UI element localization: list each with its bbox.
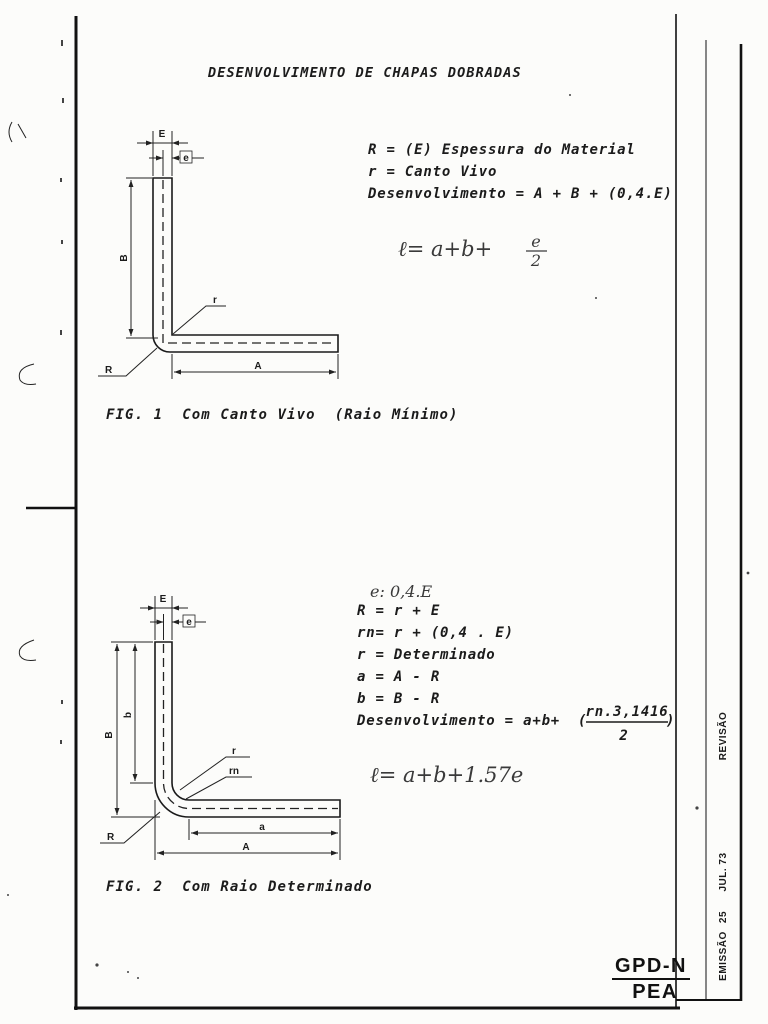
scan-speck [61,40,63,46]
formula-rn: rn= r + (0,4 . E) [357,625,514,641]
dimension-label-A: A [254,361,262,372]
dimension-label-B: B [119,254,130,262]
dimension-label-r: r [213,295,217,306]
figure-2-formulas [356,582,675,787]
figure-2-caption: FIG. 2 Com Raio Determinado [106,879,373,895]
title-block [612,712,729,1003]
figure-1-caption: FIG. 1 Com Canto Vivo (Raio Mínimo) [106,407,459,423]
dimension-label-R: R [107,832,115,843]
formula-a: a = A - R [357,669,441,685]
document-subcode: PEA [632,981,678,1003]
handwritten-fraction-numerator: e [531,232,541,251]
fraction-denominator: 2 [619,728,629,744]
scan-speck [62,98,64,103]
fraction-numerator: rn.3,1416 [585,704,669,720]
figure-1-drawing [98,129,338,379]
leader-line-rn [186,777,252,799]
handwritten-note: e: 0,4.E [370,582,433,601]
scan-speck [695,806,698,809]
scan-speck [95,963,98,966]
formula-development: Desenvolvimento = a+b+ [357,713,561,729]
dimension-label-a: a [259,822,265,833]
formula-b: b = B - R [357,691,441,707]
formula-r: r = Determinado [357,647,496,663]
dimension-label-r: r [232,746,236,757]
document-title: DESENVOLVIMENTO DE CHAPAS DOBRADAS [208,65,522,81]
neutral-line [163,180,336,343]
scan-artifacts [7,40,749,979]
formula-thickness: R = (E) Espessura do Material [368,142,636,158]
scan-speck [569,94,571,96]
dimension-label-b: b [123,711,134,719]
neutral-line [164,644,339,809]
scan-speck [61,700,63,704]
bent-sheet-radius-corner [155,642,340,817]
fraction-open-paren: ( [578,713,588,729]
issue-label: EMISSÃO [718,931,729,981]
dimension-label-E: E [158,129,166,140]
scan-speck [137,977,139,979]
issue-month-year: JUL. 73 [718,852,729,892]
dimension-label-e: e [186,617,192,628]
handwritten-formula: ℓ= a+b+1.57e [370,763,524,787]
dimension-label-E: E [159,594,167,605]
formula-sharp-corner: r = Canto Vivo [368,164,498,180]
figure-2-drawing [100,594,340,860]
scan-speck [61,240,63,244]
figure-1-formulas [367,142,673,270]
scan-speck [7,894,9,896]
dimension-label-B: B [104,731,115,739]
punch-hole-mark [19,364,36,385]
scan-speck [60,330,62,335]
leader-line-r [173,306,226,334]
dimension-label-A: A [242,842,250,853]
formula-development: Desenvolvimento = A + B + (0,4.E) [368,186,673,202]
handwritten-formula: ℓ= a+b+ [398,237,493,261]
leader-line-r [180,757,250,790]
bent-sheet-sharp-corner [153,178,338,352]
document-code: GPD-N [615,955,687,977]
issue-day: 25 [718,910,729,924]
formula-R: R = r + E [357,603,441,619]
punch-hole-mark [19,640,36,661]
scan-speck [60,178,62,182]
scan-speck [60,740,62,744]
fraction-close-paren: ) [666,713,676,729]
handwritten-fraction-denominator: 2 [530,251,542,270]
revision-label: REVISÃO [718,711,729,761]
scan-speck [747,572,750,575]
scan-speck [595,297,597,299]
dimension-label-e: e [183,153,189,164]
scan-speck [127,971,129,973]
dimension-label-R: R [105,365,113,376]
dimension-label-rn: rn [229,766,239,777]
scan-mark [9,122,26,142]
